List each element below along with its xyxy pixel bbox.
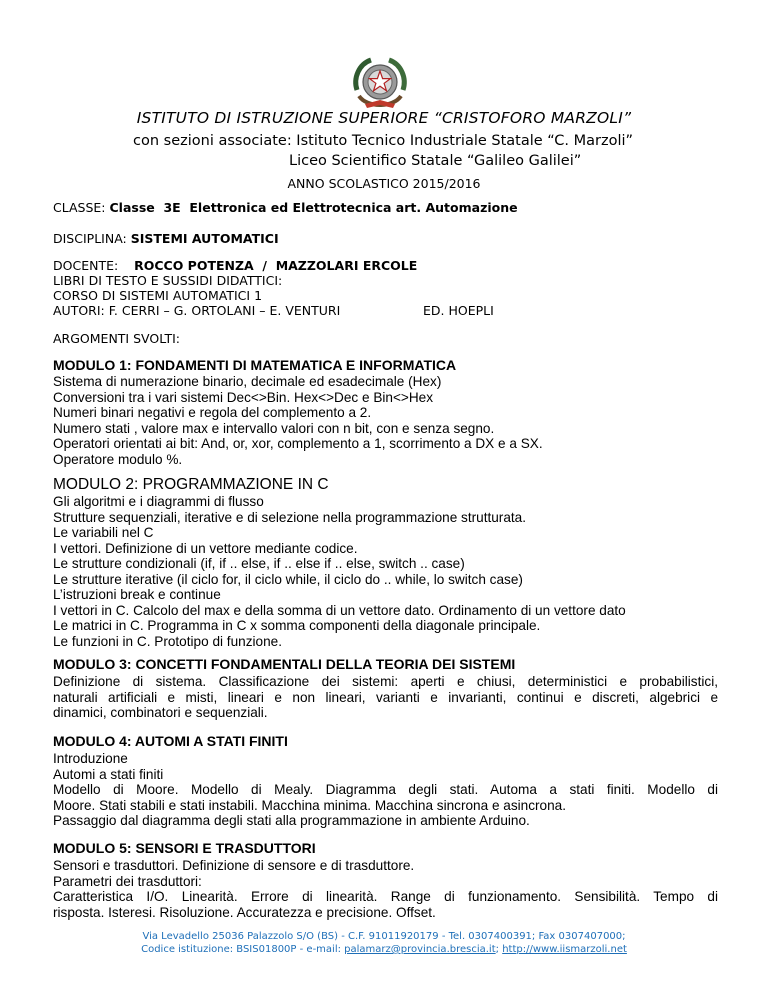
website-link[interactable]: http://www.iismarzoli.net [502,944,627,955]
institute-subtitle-1: con sezioni associate: Istituto Tecnico Industriale Statale “C. Marzoli” [133,133,634,149]
list-item: Numeri binari negativi e regola del complemento a 2. [53,405,372,420]
footer [0,930,768,956]
institute-subtitle-2: Liceo Scientifico Statale “Galileo Galilei” [289,153,582,169]
list-item: Numero stati , valore max e intervallo valori con n bit, con e senza segno. [53,420,495,436]
school-year: ANNO SCOLASTICO 2015/2016 [287,176,481,191]
institute-name: ISTITUTO DI ISTRUZIONE SUPERIORE “CRISTOFORO MARZOLI” [136,109,632,127]
list-item: Automi a stati finiti [53,766,164,782]
authors-line: AUTORI: F. CERRI – G. ORTOLANI – E. VENTURI [53,303,341,318]
module-1-body [53,374,718,467]
teacher-line [53,258,417,274]
list-item: Modello di Moore. Modello di Mealy. Diagramma degli stati. Automa a stati finiti. Modello di [53,782,718,797]
list-item: Le funzioni in C. Prototipo di funzione. [53,633,282,649]
module-5-body [53,858,718,920]
list-item: Le strutture iterative (il ciclo for, il ciclo while, il ciclo do .. while, lo switch case) [53,571,523,587]
course-line: CORSO DI SISTEMI AUTOMATICI 1 [53,288,263,303]
publisher: ED. HOEPLI [423,303,494,318]
teacher-label: DOCENTE: [53,258,119,273]
books-line: LIBRI DI TESTO E SUSSIDI DIDATTICI: [53,273,283,288]
list-item: Caratteristica I/O. Linearità. Errore di linearità. Range di funzionamento. Sensibilità. Tempo di [53,889,718,904]
list-item: risposta. Isteresi. Risoluzione. Accuratezza e precisione. Offset. [53,904,436,920]
list-item: Moore. Stati stabili e stati instabili. Macchina minima. Macchina sincrona e asincrona. [53,797,567,813]
module-4-title: MODULO 4: AUTOMI A STATI FINITI [53,733,288,749]
list-item: Passaggio dal diagramma degli stati alla programmazione in ambiente Arduino. [53,813,530,828]
list-item: Parametri dei trasduttori: [53,873,202,889]
module-2-title: MODULO 2: PROGRAMMAZIONE IN C [53,476,329,493]
list-item: Operatore modulo %. [53,451,183,467]
list-item: Definizione di sistema. Classificazione dei sistemi: aperti e chiusi, deterministici e probabilistici, [53,674,718,689]
discipline-label: DISCIPLINA: [53,231,127,246]
list-item: Le strutture condizionali (if, if .. else, if .. else if .. else, switch .. case) [53,556,465,571]
module-3-body [53,674,718,721]
list-item: I vettori in C. Calcolo del max e della somma di un vettore dato. Ordinamento di un vettore dato [53,602,626,618]
discipline-value: SISTEMI AUTOMATICI [130,231,279,246]
class-label: CLASSE: [53,200,106,215]
footer-code: Codice istituzione: BSIS01800P - e-mail: [141,944,345,955]
discipline-line [53,231,279,247]
list-item: I vettori. Definizione di un vettore mediante codice. [53,540,358,556]
list-item: Conversioni tra i vari sistemi Dec<>Bin. Hex<>Dec e Bin<>Hex [53,389,434,405]
module-4-body [53,751,718,829]
list-item: Le variabili nel C [53,525,154,540]
footer-separator: ; [495,944,503,955]
module-2-body [53,494,718,649]
module-3-title: MODULO 3: CONCETTI FONDAMENTALI DELLA TEORIA DEI SISTEMI [53,656,516,672]
footer-contacts [0,943,768,956]
email-link[interactable]: palamarz@provincia.brescia.it [344,944,496,955]
module-1-title: MODULO 1: FONDAMENTI DI MATEMATICA E INFORMATICA [53,357,457,373]
class-value: Classe 3E Elettronica ed Elettrotecnica art. Automazione [109,200,518,215]
class-line [53,200,518,216]
list-item: L’istruzioni break e continue [53,587,221,602]
list-item: Sensori e trasduttori. Definizione di sensore e di trasduttore. [53,858,415,873]
list-item: Introduzione [53,751,128,766]
module-5-title: MODULO 5: SENSORI E TRASDUTTORI [53,840,316,856]
list-item: Le matrici in C. Programma in C x somma componenti della diagonale principale. [53,618,541,633]
list-item: Operatori orientati ai bit: And, or, xor, complemento a 1, scorrimento a DX e a SX. [53,436,543,451]
list-item: Strutture sequenziali, iterative e di selezione nella programmazione strutturata. [53,509,527,525]
footer-address: Via Levadello 25036 Palazzolo S/O (BS) - C.F. 91011920179 - Tel. 0307400391; Fax 0307407000; [142,931,626,942]
teacher-value: ROCCO POTENZA / MAZZOLARI ERCOLE [134,258,418,273]
italian-republic-emblem-icon [347,52,413,114]
list-item: Sistema di numerazione binario, decimale ed esadecimale (Hex) [53,374,442,389]
topics-label: ARGOMENTI SVOLTI: [53,331,180,346]
list-item: Gli algoritmi e i diagrammi di flusso [53,494,264,509]
list-item: naturali artificiali e misti, lineari e non lineari, varianti e invarianti, continui e discreti, algebrici e [53,689,718,705]
list-item: dinamici, combinatori e sequenziali. [53,705,268,720]
